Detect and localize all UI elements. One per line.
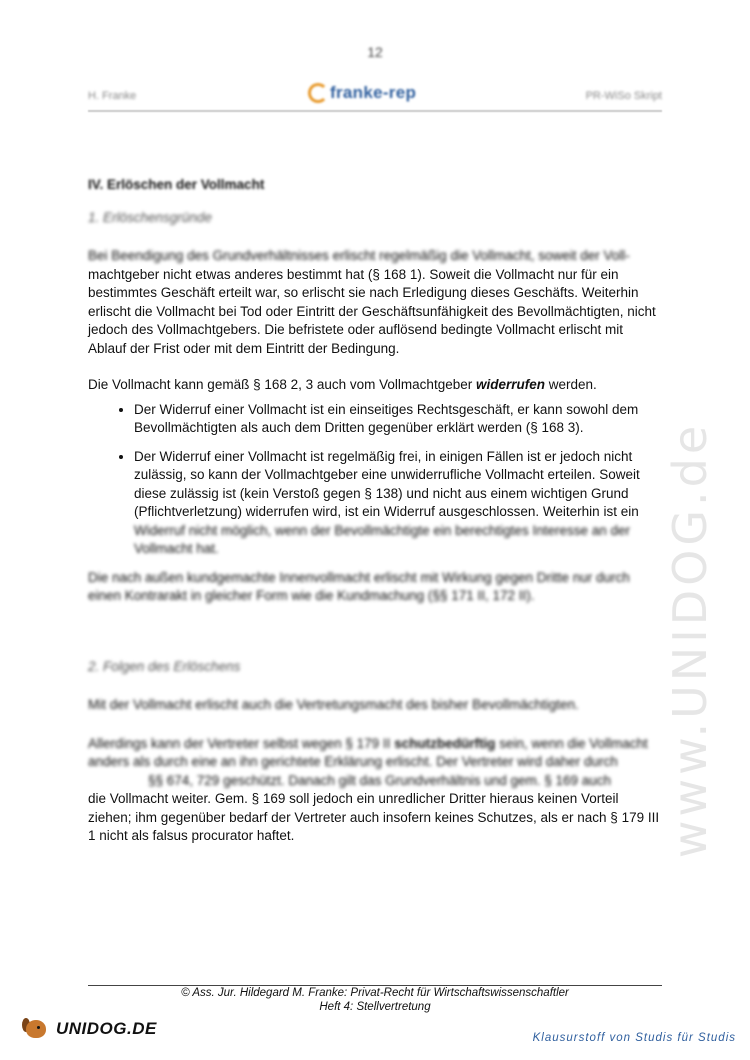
list-item-blurred-text: Widerruf nicht möglich, wenn der Bevollmächtigte ein berechtigtes Interesse an der Vollmacht hat.: [134, 522, 630, 556]
emphasis-widerrufen: widerrufen: [475, 377, 545, 392]
paragraph-5-blurred-bold: schutzbedürftig: [394, 735, 496, 751]
paragraph-2-text-end: werden.: [544, 377, 597, 392]
paragraph-5-blurred-c: §§ 674, 729 geschützt. Danach gilt das Grundverhältnis und gem. § 169 auch: [148, 772, 612, 788]
list-item-text: Der Widerruf einer Vollmacht ist regelmäßig frei, in einigen Fällen ist er jedoch nicht zulässig, so kann der Vollmachtgeber eine unwiderrufliche Vollmacht erteilen. Soweit diese zulässig ist (kein Verstoß gegen § 138) und nicht aus einem wichtigen Grund (Pflichtverletzung) widerrufen wird, ist ein Widerruf ausgeschlossen. Weiterhin ist ein: [134, 448, 640, 519]
paragraph-5-blurred-a: Allerdings kann der Vertreter selbst wegen § 179 II: [88, 735, 395, 751]
footer-divider: [88, 985, 662, 986]
paragraph-5-blurred-b: sein, wenn die Vollmacht anders als durch eine an ihn gerichtete Erklärung erlischt. Der Vertreter wird daher durch: [88, 735, 648, 769]
header-divider: [88, 110, 662, 112]
document-body: [88, 176, 662, 846]
page-header: [88, 82, 662, 108]
watermark: www.UNIDOG.de: [663, 421, 717, 859]
paragraph-2: [88, 376, 662, 395]
paragraph-3: Die nach außen kundgemachte Innenvollmacht erlischt mit Wirkung gegen Dritte nur durch einen Kontrarakt in gleicher Form wie die Kundmachung (§§ 171 II, 172 II).: [88, 569, 630, 603]
unidog-logo[interactable]: [22, 1016, 157, 1042]
dog-icon: [22, 1016, 52, 1042]
paragraph-5-text: die Vollmacht weiter. Gem. § 169 soll jedoch ein unredlicher Dritter hieraus keinen Vorteil ziehen; ihm gegenüber bedarf der Vertreter auch insofern keines Schutzes, als er nach § 179 III 1 nicht als falsus procurator haftet.: [88, 791, 660, 843]
paragraph-1-text: machtgeber nicht etwas anderes bestimmt hat (§ 168 1). Soweit die Vollmacht nur für ein bestimmtes Geschäft erteilt war, so erlischt sie nach Erledigung dieses Geschäfts. Weiterhin erlischt die Vollmacht bei Tod oder Eintritt der Geschäftsunfähigkeit des Bevollmächtigten, nicht jedoch des Vollmachtgebers. Die befristete oder auflösend bedingte Vollmacht erlischt mit Ablauf der Frist oder mit dem Eintritt der Bedingung.: [88, 266, 656, 356]
unidog-logo-text: UNIDOG.DE: [56, 1019, 157, 1038]
list-item-text: Der Widerruf einer Vollmacht ist ein einseitiges Rechtsgeschäft, er kann sowohl dem Bevollmächtigten als auch dem Dritten gegenüber erklärt werden (§ 168 3).: [134, 401, 639, 435]
list-item: [134, 401, 662, 438]
subsection-title-2: 2. Folgen des Erlöschens: [88, 658, 241, 674]
footer-booklet: Heft 4: Stellvertretung: [319, 1001, 431, 1013]
franke-rep-logo: [308, 82, 416, 104]
paragraph-4: Mit der Vollmacht erlischt auch die Vertretungsmacht des bisher Bevollmächtigten.: [88, 697, 579, 712]
logo-mark-icon: [308, 83, 328, 103]
section-title: IV. Erlöschen der Vollmacht: [88, 177, 265, 192]
footer-tagline: Klausurstoff von Studis für Studis: [532, 1032, 736, 1044]
page-number: 12: [367, 44, 383, 60]
paragraph-2-text: Die Vollmacht kann gemäß § 168 2, 3 auch vom Vollmachtgeber: [88, 377, 476, 392]
paragraph-1: [88, 247, 662, 358]
header-course: PR-WiSo Skript: [585, 90, 662, 102]
paragraph-5: [88, 735, 662, 846]
paragraph-1-blurred-line: Bei Beendigung des Grundverhältnisses erlischt regelmäßig die Vollmacht, soweit der Voll-: [88, 248, 630, 263]
footer-copyright: © Ass. Jur. Hildegard M. Franke: Privat-Recht für Wirtschaftswissenschaftler: [181, 987, 569, 999]
header-author: H. Franke: [88, 90, 137, 102]
list-item: [134, 448, 662, 559]
subsection-title-1: 1. Erlöschensgründe: [88, 209, 212, 225]
logo-text: franke-rep: [330, 83, 417, 102]
bullet-list: [88, 401, 662, 559]
